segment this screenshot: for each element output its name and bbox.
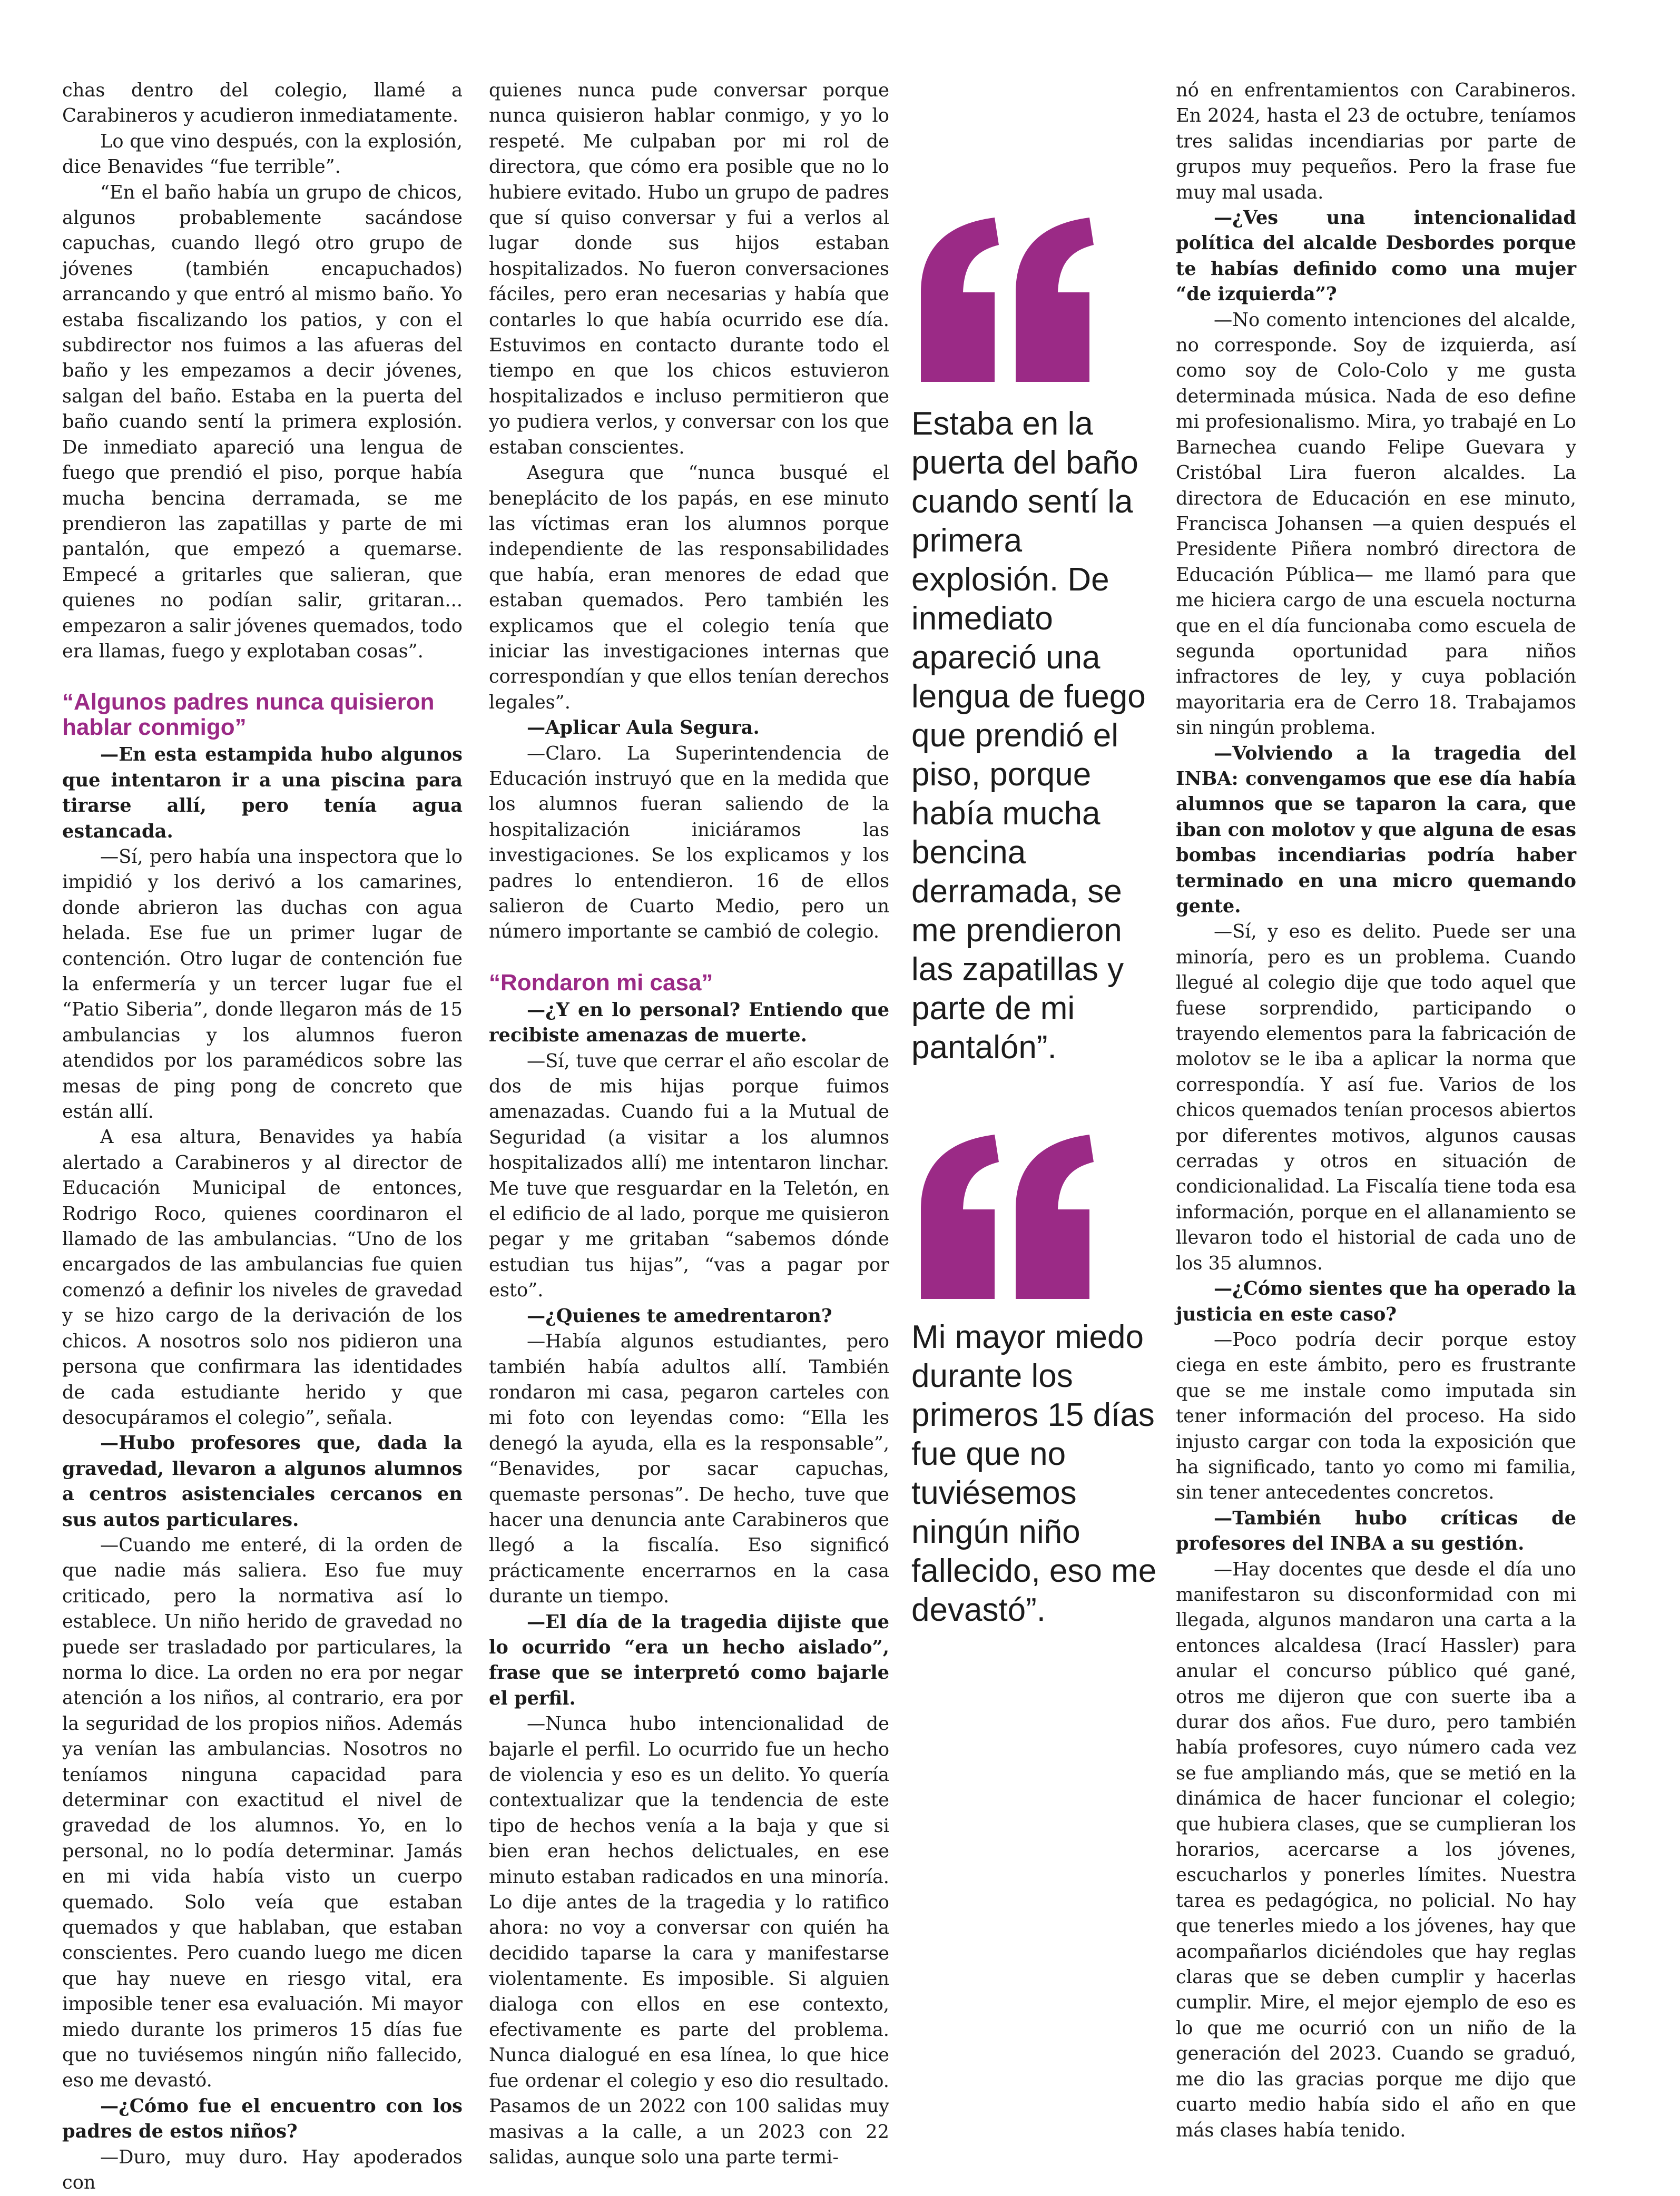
- interview-question: —¿Ves una intencionalidad política del alcalde Desbordes porque te habías definido como una mujer “de izquierda”?: [1176, 207, 1576, 306]
- paragraph: —Sí, pero había una inspectora que lo impidió y los derivó a los camarines, donde abrieron las duchas con agua helada. Ese fue un primer lugar de contención. Otro lugar de contención fue la enfermería y un tercer lugar fue el “Patio Siberia”, donde llegaron más de 15 ambulancias y los alumnos fueron atendidos por los paramédicos sobre las mesas de ping pong de concreto que están allí.: [62, 845, 463, 1123]
- interview-question: —En esta estampida hubo algunos que intentaron ir a una piscina para tirarse allí, pero tenía agua estancada.: [62, 744, 463, 842]
- quote-mark-icon: [916, 213, 1095, 387]
- paragraph: quienes nunca pude conversar porque nunca quisieron hablar conmigo, y yo lo respeté. Me culpaban por mi rol de directora, que cómo era posible que no lo hubiere evitado. Hubo un grupo de padres que sí quiso conversar y fui a verlos al lugar donde sus hijos estaban hospitalizados. No fueron conversaciones fáciles, pero eran necesarias y había que contarles lo que había ocurrido ese día. Estuvimos en contacto durante todo el tiempo en que los chicos estuvieron hospitalizados e incluso permitieron que yo pudiera verlos, y conversar con los que estaban conscientes.: [489, 80, 889, 458]
- paragraph: —Poco podría decir porque estoy ciega en este ámbito, pero es frustrante que se me instale como imputada sin tener información del proceso. Ha sido injusto cargar con toda la exposición que ha significado, tanto yo como mi familia, sin tener antecedentes concretos.: [1176, 1328, 1576, 1504]
- paragraph: —Sí, y eso es delito. Puede ser una minoría, pero es un problema. Cuando llegué al colegio dije que todo aquel que fuese sorprendido, participando o trayendo elementos para la fabricación de molotov se le iba a aplicar la norma que correspondía. Y así fue. Varios de los chicos quemados tenían procesos abiertos por diferentes motivos, algunos causas cerradas y otros en situación de condicionalidad. La Fiscalía tiene toda esa información, porque en el allanamiento se llevaron todo el historial de cada uno de los 35 alumnos.: [1176, 921, 1576, 1274]
- paragraph: —Duro, muy duro. Hay apoderados con: [62, 2146, 463, 2194]
- paragraph: —Nunca hubo intencionalidad de bajarle el perfil. Lo ocurrido fue un hecho de violencia y eso es un delito. Yo quería contextualizar que la tendencia de este tipo de hechos venía a la baja y que si bien eran hechos delictuales, en ese minuto estaban radicados en una minoría. Lo dije antes de la tragedia y lo ratifico ahora: no voy a conversar con quién ha decidido taparse la cara y manifestarse violentamente. Es imposible. Si alguien dialoga con ellos en ese contexto, efectivamente es parte del problema. Nunca dialogué en esa línea, lo que hice fue ordenar el colegio y eso dio resultado. Pasamos de un 2022 con 100 salidas muy masivas a la calle, a un 2023 con 22 salidas, aunque solo una parte termi-: [489, 1713, 889, 2169]
- article-column-3: [1176, 78, 1576, 2141]
- interview-question: —También hubo críticas de profesores del INBA a su gestión.: [1176, 1507, 1576, 1555]
- paragraph: Lo que vino después, con la explosión, dice Benavides “fue terrible”.: [62, 130, 463, 178]
- paragraph: chas dentro del colegio, llamé a Carabineros y acudieron inmediatamente.: [62, 80, 463, 127]
- paragraph: A esa altura, Benavides ya había alertado a Carabineros y al director de Educación Municipal de entonces, Rodrigo Roco, quienes coordinaron el llamado de las ambulancias. “Uno de los encargados de las ambulancias fue quien comenzó a definir los niveles de gravedad y se hizo cargo de la derivación de los chicos. A nosotros solo nos pidieron una persona que confirmara las identidades de cada estudiante herido y que desocupáramos el colegio”, señala.: [62, 1126, 463, 1429]
- article-column-2: [489, 78, 889, 2169]
- paragraph: —No comento intenciones del alcalde, no corresponde. Soy de izquierda, así como soy de Colo-Colo y me gusta determinada música. Nada de eso define mi profesionalismo. Mira, yo trabajé en Lo Barnechea cuando Felipe Guevara y Cristóbal Lira fueron alcaldes. La directora de Educación en ese minuto, Francisca Johansen —a quien después el Presidente Piñera nombró directora de Educación Pública— me llamó para que me hiciera cargo de una escuela nocturna que en el día funcionaba como escuela de segunda oportunidad para niños infractores de ley, y cuya población mayoritaria era de Cerro 18. Trabajamos sin ningún problema.: [1176, 309, 1576, 739]
- paragraph: —Había algunos estudiantes, pero también había adultos allí. También rondaron mi casa, pegaron carteles con mi foto con leyendas como: “Ella les denegó la ayuda, ella es la responsable”, “Benavides, por sacar capuchas, quemaste personas”. De hecho, tuve que hacer una denuncia ante Carabineros que llegó a la fiscalía. Eso significó prácticamente encerrarnos en la casa durante un tiempo.: [489, 1331, 889, 1608]
- quote-mark-icon: [916, 1130, 1095, 1304]
- section-heading: “Algunos padres nunca quisieron hablar conmigo”: [62, 689, 435, 741]
- article-column-1: [62, 78, 463, 2194]
- interview-question: —Hubo profesores que, dada la gravedad, llevaron a algunos alumnos a centros asistenciales cercanos en sus autos particulares.: [62, 1432, 463, 1531]
- interview-question: —¿Cómo fue el encuentro con los padres de estos niños?: [62, 2095, 463, 2143]
- interview-question: —Volviendo a la tragedia del INBA: convengamos que ese día había alumnos que se taparon la cara, que iban con molotov y que alguna de esas bombas incendiarias podría haber terminado en una micro quemando gente.: [1176, 742, 1576, 917]
- paragraph: —Hay docentes que desde el día uno manifestaron su disconformidad con mi llegada, algunos mandaron una carta a la entonces alcaldesa (Irací Hassler) para anular el concurso público qué gané, otros me dijeron que con suerte iba a durar dos años. Fue duro, pero también había profesores, cuyo número cada vez se fue ampliando más, que se metió en la dinámica de hacer funcionar el colegio; que hubiera clases, que se cumplieran los horarios, acercarse a los jóvenes, escucharlos y ponerles límites. Nuestra tarea es pedagógica, no policial. No hay que tenerles miedo a los jóvenes, hay que acompañarlos diciéndoles que hay reglas claras que se deben cumplir y hacerlas cumplir. Mire, el mejor ejemplo de eso es lo que me ocurrió con un niño de la generación del 2023. Cuando se graduó, me dio las gracias porque me dijo que cuarto medio había sido el año en que más clases había tenido.: [1176, 1558, 1576, 2141]
- interview-question: —El día de la tragedia dijiste que lo ocurrido “era un hecho aislado”, frase que se interpretó como bajarle el perfil.: [489, 1611, 889, 1709]
- interview-question: —¿Y en lo personal? Entiendo que recibiste amenazas de muerte.: [489, 999, 889, 1047]
- paragraph: —Sí, tuve que cerrar el año escolar de dos de mis hijas porque fuimos amenazadas. Cuando fui a la Mutual de Seguridad (a visitar a los alumnos hospitalizados allí) me intentaron linchar. Me tuve que resguardar en la Teletón, en el edificio de al lado, porque me quisieron pegar y me gritaban “sabemos dónde estudian tus hijas”, “vas a pagar por esto”.: [489, 1050, 889, 1302]
- interview-question: —¿Cómo sientes que ha operado la justicia en este caso?: [1176, 1278, 1576, 1325]
- paragraph: —Claro. La Superintendencia de Educación instruyó que en la medida que los alumnos fueran saliendo de la hospitalización iniciáramos las investigaciones. Se los explicamos y los padres lo entendieron. 16 de ellos salieron de Cuarto Medio, pero un número importante se cambió de colegio.: [489, 742, 889, 943]
- section-heading: “Rondaron mi casa”: [489, 969, 713, 996]
- paragraph: Asegura que “nunca busqué el beneplácito de los papás, en ese minuto las víctimas eran los alumnos porque independiente de las responsabilidades que había, eran menores de edad que estaban quemados. Pero también les explicamos que el colegio tenía que iniciar las investigaciones internas que correspondían y que ellos tenían derechos legales”.: [489, 462, 889, 713]
- paragraph: nó en enfrentamientos con Carabineros. En 2024, hasta el 23 de octubre, teníamos tres salidas incendiarias por parte de grupos muy pequeños. Pero la frase fue muy mal usada.: [1176, 80, 1576, 203]
- paragraph: “En el baño había un grupo de chicos, algunos probablemente sacándose capuchas, cuando llegó otro grupo de jóvenes (también encapuchados) arrancando y que entró al mismo baño. Yo estaba fiscalizando los patios, y con el subdirector nos fuimos a las afueras del baño y les empezamos a decir jóvenes, salgan del baño. Estaba en la puerta del baño cuando sentí la primera explosión. De inmediato apareció una lengua de fuego que prendió el piso, porque había mucha bencina derramada, se me prendieron las zapatillas y parte de mi pantalón, que empezó a quemarse. Empecé a gritarles que salieran, que quienes no podían salir, gritaran... empezaron a salir jóvenes quemados, todo era llamas, fuego y explotaban cosas”.: [62, 181, 463, 662]
- interview-question: —¿Quienes te amedrentaron?: [527, 1305, 832, 1327]
- interview-question: —Aplicar Aula Segura.: [527, 717, 760, 739]
- paragraph: —Cuando me enteré, di la orden de que nadie más saliera. Eso fue muy criticado, pero la normativa así lo establece. Un niño herido de gravedad no puede ser trasladado por particulares, la norma lo dice. La orden no era por negar atención a los niños, al contrario, era por la seguridad de los propios niños. Además ya venían las ambulancias. Nosotros no teníamos ninguna capacidad para determinar con exactitud el nivel de gravedad de los alumnos. Yo, en lo personal, no lo podía determinar. Jamás en mi vida había visto un cuerpo quemado. Solo veía que estaban quemados y que hablaban, que estaban conscientes. Pero cuando luego me dicen que hay nueve en riesgo vital, era imposible tener esa evaluación. Mi mayor miedo durante los primeros 15 días fue que no tuviésemos ningún niño fallecido, eso me devastó.: [62, 1534, 463, 2092]
- pull-quote-1: Estaba en la puerta del baño cuando sentí la primera explosión. De inmediato apareció una lengua de fuego que prendió el piso, porque había mucha bencina derramada, se me prendieron las zapatillas y parte de mi pantalón”.: [911, 406, 1146, 1066]
- pull-quote-2: Mi mayor miedo durante los primeros 15 días fue que no tuviésemos ningún niño fallecido, eso me devastó”.: [911, 1319, 1157, 1628]
